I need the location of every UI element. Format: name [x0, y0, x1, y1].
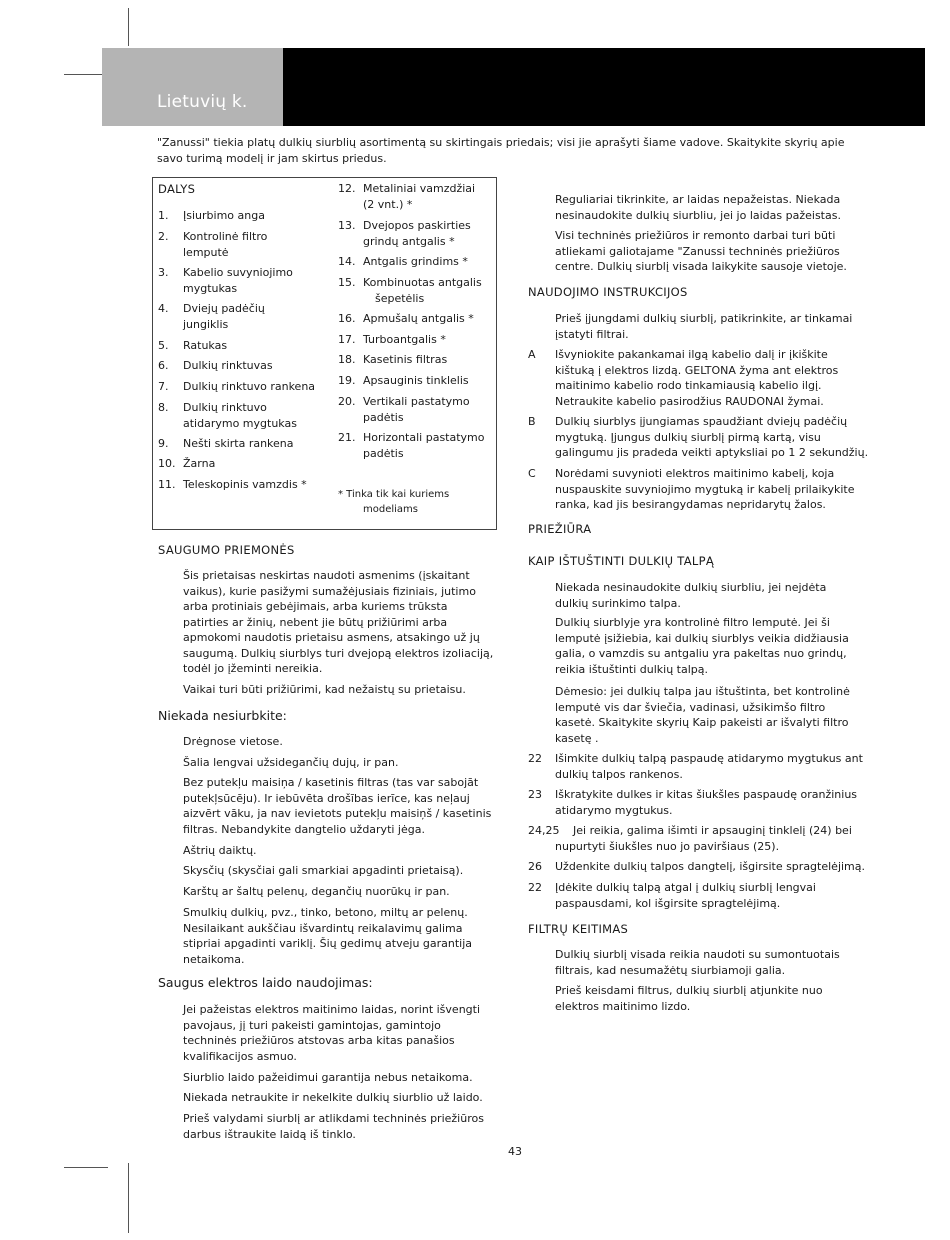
crop-mark [64, 74, 102, 75]
parts-item-label: šepetėlis [375, 291, 425, 305]
never-vacuum-item: Drėgnose vietose. [183, 735, 283, 748]
usage-title: NAUDOJIMO INSTRUKCIJOS [528, 285, 688, 299]
care-title: PRIEŽIŪRA [528, 522, 592, 536]
empty-container-title: KAIP IŠTUŠTINTI DULKIŲ TALPĄ [528, 554, 715, 568]
never-vacuum-item: Karštų ar šaltų pelenų, degančių nuorūkų ir pan. [183, 885, 450, 898]
header-gray-block [102, 48, 283, 126]
parts-item-number: 21. [338, 431, 356, 444]
empty-step-number: 23 [528, 788, 542, 801]
usage-step-text: nuspauskite suvyniojimo mygtuką ir kabelį prilaikykite [555, 482, 855, 496]
parts-item-number: 12. [338, 182, 356, 195]
parts-item-number: 3. [158, 266, 169, 279]
empty-step-text: dulkių talpos rankenos. [555, 767, 683, 781]
empty-paragraph: reikia ištuštinti dulkių talpą. [555, 662, 709, 676]
parts-item-label: Kombinuotas antgalis [363, 276, 482, 289]
filter-paragraph: elektros maitinimo lizdo. [555, 999, 691, 1013]
parts-title: DALYS [158, 182, 196, 196]
parts-item-number: 14. [338, 255, 356, 268]
parts-item-label: mygtukas [183, 281, 238, 295]
crop-mark [128, 8, 129, 46]
parts-item-number: 6. [158, 359, 169, 372]
parts-item-label: Nešti skirta rankena [183, 437, 294, 450]
parts-item-label: Apmušalų antgalis * [363, 312, 474, 325]
never-vacuum-item: Šalia lengvai užsidegančių dujų, ir pan. [183, 756, 399, 769]
parts-item-label: Dulkių rinktuvo [183, 401, 267, 414]
parts-item-number: 15. [338, 276, 356, 289]
empty-warning-paragraph: kasetė. Skaitykite skyrių Kaip pakeisti ar išvalyti filtro [555, 716, 849, 729]
parts-item-number: 5. [158, 339, 169, 352]
usage-step-text: ranka, kad jis besirangydamas nepridarytų žalos. [555, 498, 826, 511]
intro-paragraph: "Zanussi" tiekia platų dulkių siurblių asortimentą su skirtingais priedais; visi jie aprašyti šiame vadove. Skaitykite skyrių apie savo turimą modelį ir jam skirtus priedus. [157, 136, 845, 165]
cable-safety-item: Niekada netraukite ir nekelkite dulkių siurblio už laido. [183, 1091, 483, 1104]
parts-item-label: padėtis [363, 410, 404, 424]
header-black-bar [283, 48, 925, 126]
safety-paragraph: Vaikai turi būti prižiūrimi, kad nežaistų su prietaisu. [183, 683, 466, 696]
parts-item-number: 7. [158, 380, 169, 393]
empty-step-text: paspausdami, kol išgirsite spragtelėjimą. [555, 896, 781, 910]
empty-step-text: Uždenkite dulkių talpos dangtelį, išgirsite spragtelėjimą. [555, 860, 866, 873]
empty-step-text: Jei reikia, galima išimti ir apsauginį tinklelį (24) bei [573, 824, 852, 837]
usage-paragraph: Prieš įjungdami dulkių siurblį, patikrinkite, ar tinkamai [555, 312, 853, 325]
empty-paragraph: lemputė įsižiebia, kai dulkių siurblys veikia didžiausia [555, 631, 849, 645]
parts-item-label: padėtis [363, 446, 404, 460]
empty-step-text: Išimkite dulkių talpą paspaudę atidarymo mygtukus ant [555, 752, 863, 765]
never-vacuum-item: Smulkių dulkių, pvz., tinko, betono, miltų ar pelenų. [183, 906, 468, 919]
parts-footnote: modeliams [363, 504, 418, 515]
safety-paragraph: todėl jo įžeminti nereikia. [183, 662, 323, 675]
never-vacuum-item: putekļsūcēju). Ir iebūvēta drošības ierīce, kas neļauj [183, 791, 470, 805]
safety-title: SAUGUMO PRIEMONĖS [158, 543, 295, 557]
never-vacuum-item: Skysčių (skysčiai gali smarkiai apgadinti prietaisą). [183, 864, 464, 877]
parts-item-number: 20. [338, 395, 356, 408]
empty-step-text: Iškratykite dulkes ir kitas šiukšles paspaudę oranžinius [555, 788, 858, 801]
parts-item-number: 17. [338, 333, 356, 346]
parts-item-label: Antgalis grindims * [363, 255, 468, 268]
empty-step-text: Įdėkite dulkių talpą atgal į dulkių siurblį lengvai [555, 881, 816, 894]
parts-item-number: 11. [158, 478, 176, 491]
empty-step-text: nupurtyti šiukšles nuo jo paviršiaus (25). [555, 839, 780, 853]
never-vacuum-item: filtras. Nebandykite dangtelio uždaryti jėga. [183, 822, 425, 836]
parts-item-label: Kontrolinė filtro [183, 230, 268, 243]
never-vacuum-item: netaikoma. [183, 952, 245, 966]
empty-paragraph: galia, o vamzdis su antgaliu yra pakeltas nuo grindų, [555, 647, 847, 660]
parts-item-number: 18. [338, 353, 356, 366]
empty-paragraph: dulkių surinkimo talpa. [555, 596, 681, 610]
parts-item-label: Vertikali pastatymo [363, 395, 470, 408]
parts-item-number: 13. [338, 219, 356, 232]
usage-step-letter: B [528, 415, 536, 428]
parts-item-number: 9. [158, 437, 169, 450]
parts-item-number: 8. [158, 401, 169, 414]
parts-item-label: Teleskopinis vamzdis * [183, 478, 307, 491]
safety-paragraph: apmokomi naudotis prietaisu asmens, atsakingo už jų [183, 631, 480, 644]
cable-check-paragraph: nesinaudokite dulkių siurbliu, jei jo laidas pažeistas. [555, 208, 841, 222]
parts-item-label: grindų antgalis * [363, 234, 455, 248]
page-number: 43 [508, 1145, 522, 1158]
filter-paragraph: Dulkių siurblį visada reikia naudoti su sumontuotais [555, 948, 840, 961]
parts-footnote: * Tinka tik kai kuriems [338, 489, 450, 500]
empty-step-number: 22 [528, 752, 542, 765]
parts-item-number: 4. [158, 302, 169, 315]
usage-step-letter: C [528, 467, 536, 480]
never-vacuum-item: Bez putekļu maisiņa / kasetinis filtras (tas var sabojāt [183, 776, 479, 789]
service-paragraph: centre. Dulkių siurblį visada laikykite sausoje vietoje. [555, 260, 847, 273]
empty-step-number: 26 [528, 860, 542, 873]
parts-item-label: (2 vnt.) * [363, 197, 413, 211]
safety-paragraph: patirties ar žinių, nebent jie būtų prižiūrimi arba [183, 615, 448, 629]
empty-paragraph: Niekada nesinaudokite dulkių siurbliu, jei nejdėta [555, 581, 827, 594]
never-vacuum-title: Niekada nesiurbkite: [158, 708, 287, 723]
usage-step-text: maitinimo kabelio rodo tinkamiausią kabelio ilgį. [555, 379, 822, 392]
empty-warning-paragraph: lemputė vis dar šviečia, vadinasi, užsikimšo filtro [555, 700, 826, 714]
usage-step-text: Norėdami suvynioti elektros maitinimo kabelį, koja [555, 467, 835, 480]
parts-item-label: Ratukas [183, 339, 228, 352]
parts-item-label: Turboantgalis * [363, 333, 446, 346]
parts-item-number: 10. [158, 457, 176, 470]
usage-step-text: Dulkių siurblys įjungiamas spaudžiant dviejų padėčių [555, 415, 848, 428]
service-paragraph: atliekami galiotajame "Zanussi techninės priežiūros [555, 244, 840, 258]
safety-paragraph: Šis prietaisas neskirtas naudoti asmenims (įskaitant [183, 569, 470, 582]
cable-safety-item: Siurblio laido pažeidimui garantija nebus netaikoma. [183, 1071, 473, 1084]
never-vacuum-item: aizvērt vāku, ja nav ievietots putekļu maisiņš / kasetinis [183, 807, 492, 820]
empty-step-text: atidarymo mygtukus. [555, 803, 673, 817]
parts-item-label: Dulkių rinktuvo rankena [183, 380, 316, 393]
parts-item-number: 16. [338, 312, 356, 325]
never-vacuum-item: Aštrių daiktų. [183, 844, 257, 857]
safety-paragraph: saugumą. Dulkių siurblys turi dvejopą elektros izoliaciją, [183, 646, 494, 660]
usage-paragraph: įstatyti filtrai. [555, 327, 629, 341]
parts-item-label: jungiklis [183, 317, 229, 331]
parts-item-label: Metaliniai vamzdžiai [363, 182, 476, 195]
service-paragraph: Visi techninės priežiūros ir remonto darbai turi būti [555, 229, 836, 242]
safety-paragraph: vaikus), kurie pasižymi sumažėjusiais fiziniais, jutimo [183, 584, 476, 598]
usage-step-text: Netraukite kabelio pasirodžius RAUDONAI žymai. [555, 394, 824, 408]
parts-item-label: Apsauginis tinklelis [363, 374, 469, 387]
empty-step-number: 22 [528, 881, 542, 894]
parts-item-label: Žarna [183, 457, 216, 470]
parts-item-label: Dviejų padėčių [183, 302, 265, 315]
never-vacuum-item: stipriai apgadinti variklį. Šių gedimų atveju garantija [183, 937, 473, 950]
parts-item-label: Įsiurbimo anga [183, 209, 265, 222]
parts-item-label: Kasetinis filtras [363, 353, 448, 366]
parts-item-label: Kabelio suvyniojimo [183, 266, 293, 279]
parts-item-label: Dulkių rinktuvas [183, 359, 273, 372]
parts-item-number: 19. [338, 374, 356, 387]
cable-safety-item: darbus ištraukite laidą iš tinklo. [183, 1127, 356, 1141]
crop-mark [64, 1167, 108, 1168]
usage-step-letter: A [528, 348, 536, 361]
empty-paragraph: Dulkių siurblyje yra kontrolinė filtro lemputė. Jei ši [555, 616, 830, 629]
cable-safety-item: Jei pažeistas elektros maitinimo laidas, norint išvengti [183, 1003, 481, 1016]
filter-title: FILTRŲ KEITIMAS [528, 922, 629, 936]
empty-step-number: 24,25 [528, 824, 560, 837]
never-vacuum-item: Nesilaikant aukščiau išvardintų reikalavimų galima [183, 921, 463, 935]
usage-step-text: Išvyniokite pakankamai ilgą kabelio dalį ir įkiškite [555, 348, 828, 361]
usage-step-text: mygtuką. Įjungus dulkių siurblį pirmą kartą, visu [555, 430, 821, 444]
cable-safety-item: Prieš valydami siurblį ar atlikdami techninės priežiūros [183, 1112, 484, 1125]
usage-step-text: kištuką į elektros lizdą. GELTONA žyma ant elektros [555, 363, 839, 377]
filter-paragraph: filtrais, kad nesumažėtų siurbiamoji galia. [555, 963, 786, 977]
parts-item-label: Dvejopos paskirties [363, 219, 471, 232]
cable-safety-item: pavojaus, jį turi pakeisti gamintojas, gamintojo [183, 1018, 441, 1032]
parts-item-label: lemputė [183, 245, 229, 259]
language-title: Lietuvių k. [157, 92, 248, 112]
parts-item-number: 2. [158, 230, 169, 243]
safety-paragraph: arba protiniais gebėjimais, arba kuriems trūksta [183, 600, 448, 613]
usage-step-text: galingumu jis pradeda veikti aptyksliai po 1 2 sekundžių. [555, 446, 869, 459]
empty-warning-paragraph: Dėmesio: jei dulkių talpa jau ištuštinta, bet kontrolinė [555, 685, 850, 698]
cable-check-paragraph: Reguliariai tikrinkite, ar laidas nepažeistas. Niekada [555, 193, 841, 206]
filter-paragraph: Prieš keisdami filtrus, dulkių siurblį atjunkite nuo [555, 984, 823, 997]
parts-item-number: 1. [158, 209, 169, 222]
cable-safety-item: kvalifikacijos asmuo. [183, 1049, 297, 1063]
crop-mark [128, 1163, 129, 1233]
parts-item-label: atidarymo mygtukas [183, 416, 297, 430]
cable-safety-item: techninės priežiūros atstovas arba kitas panašios [183, 1034, 455, 1047]
empty-warning-paragraph: kasetę . [555, 731, 599, 745]
parts-item-label: Horizontali pastatymo [363, 431, 485, 444]
cable-safety-title: Saugus elektros laido naudojimas: [158, 975, 373, 990]
